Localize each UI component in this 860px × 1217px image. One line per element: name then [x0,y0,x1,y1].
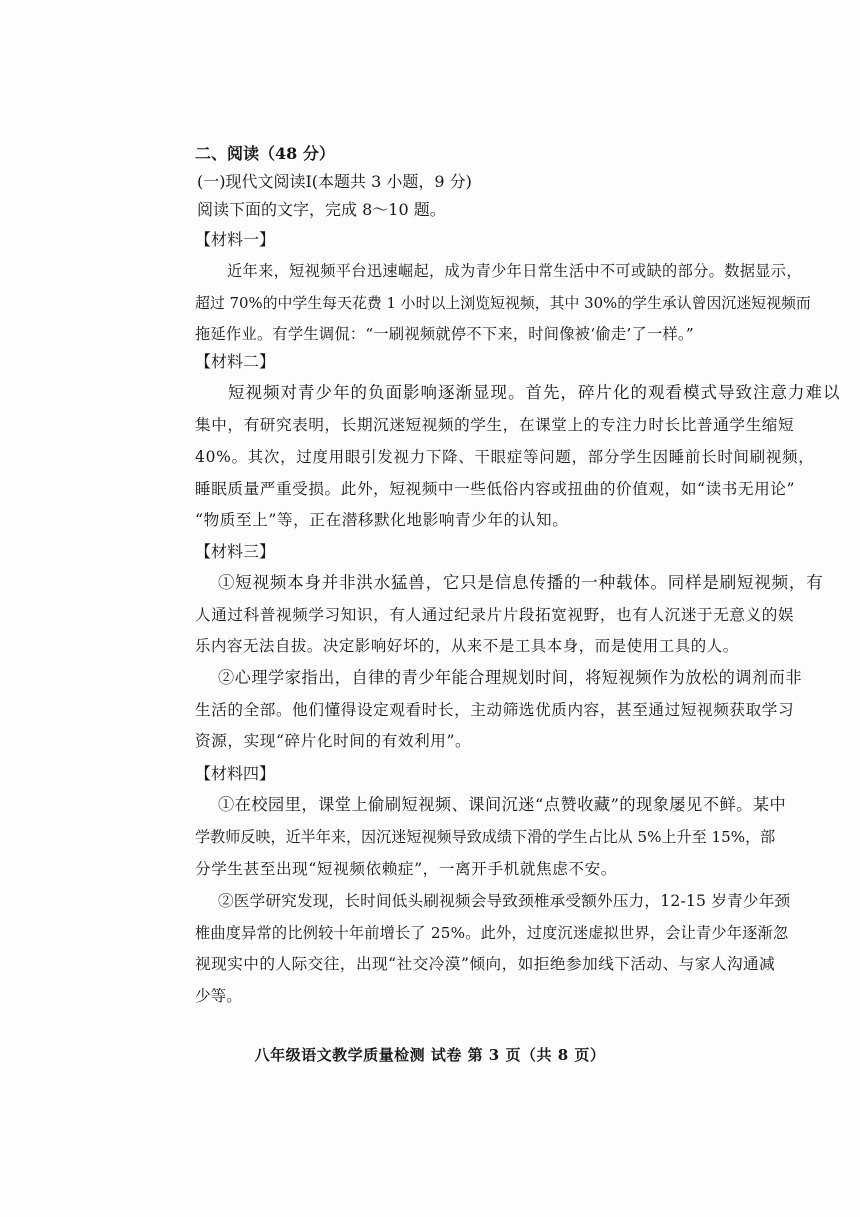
instruction-text: 阅读下面的文字，完成 8～10 题。 [197,200,446,219]
material3-line: 人通过科普视频学习知识，有人通过纪录片片段拓宽视野，也有人沉迷于无意义的娱 [195,606,795,624]
material4-line: 分学生甚至出现“短视频依赖症”，一离开手机就焦虑不安。 [195,860,617,878]
material2-line: 短视频对青少年的负面影响逐渐显现。首先，碎片化的观看模式导致注意力难以 [228,383,841,402]
material2-line: 睡眠质量严重受损。此外，短视频中一些低俗内容或扭曲的价值观，如“读书无用论” [195,480,796,498]
material1-line: 超过 70%的中学生每天花费 1 小时以上浏览短视频，其中 30%的学生承认曾因沉迷短视频而 [195,294,811,312]
material4-label: 【材料四】 [195,764,276,783]
material2-line: 40%。其次，过度用眼引发视力下降、干眼症等问题，部分学生因睡前长时间刷视频， [195,448,815,466]
material3-line: ①短视频本身并非洪水猛兽，它只是信息传播的一种载体。同样是刷短视频，有 [218,573,824,592]
material4-line: ①在校园里，课堂上偷刷短视频、课间沉迷“点赞收藏”的现象屡见不鲜。某中 [218,795,787,814]
material4-line: 学教师反映，近半年来，因沉迷短视频导致成绩下滑的学生占比从 5%上升至 15%，部 [195,828,776,846]
material3-line: 生活的全部。他们懂得设定观看时长，主动筛选优质内容，甚至通过短视频获取学习 [195,701,795,719]
material1-label: 【材料一】 [195,230,276,249]
material1-line: 近年来，短视频平台迅速崛起，成为青少年日常生活中不可或缺的部分。数据显示， [227,262,802,280]
page-footer: 八年级语文教学质量检测 试卷 第 3 页（共 8 页） [254,1046,606,1064]
material3-label: 【材料三】 [195,542,276,561]
material4-line: ②医学研究发现，长时间低头刷视频会导致颈椎承受额外压力，12-15 岁青少年颈 [218,892,791,910]
section-title: 二、阅读（48 分） [195,144,335,163]
material2-line: “物质至上”等，正在潜移默化地影响青少年的认知。 [195,511,569,529]
material2-line: 集中，有研究表明，长期沉迷短视频的学生，在课堂上的专注力时长比普通学生缩短 [195,416,795,434]
material1-line: 拖延作业。有学生调侃：“一刷视频就停不下来，时间像被‘偷走’了一样。” [195,325,694,343]
material4-line: 少等。 [195,987,242,1005]
material3-line: 乐内容无法自拔。决定影响好坏的，从来不是工具本身，而是使用工具的人。 [195,637,739,655]
material3-line: ②心理学家指出，自律的青少年能合理规划时间，将短视频作为放松的调剂而非 [218,668,803,687]
material4-line: 椎曲度异常的比例较十年前增长了 25%。此外，过度沉迷虚拟世界，会让青少年逐渐忽 [195,924,789,942]
material4-line: 视现实中的人际交往，出现“社交冷漠”倾向，如拒绝参加线下活动、与家人沟通减 [195,955,776,973]
material3-line: 资源，实现“碎片化时间的有效利用”。 [195,732,472,750]
subsection-title: (一)现代文阅读Ⅰ(本题共 3 小题，9 分) [197,172,472,191]
material2-label: 【材料二】 [195,352,276,371]
